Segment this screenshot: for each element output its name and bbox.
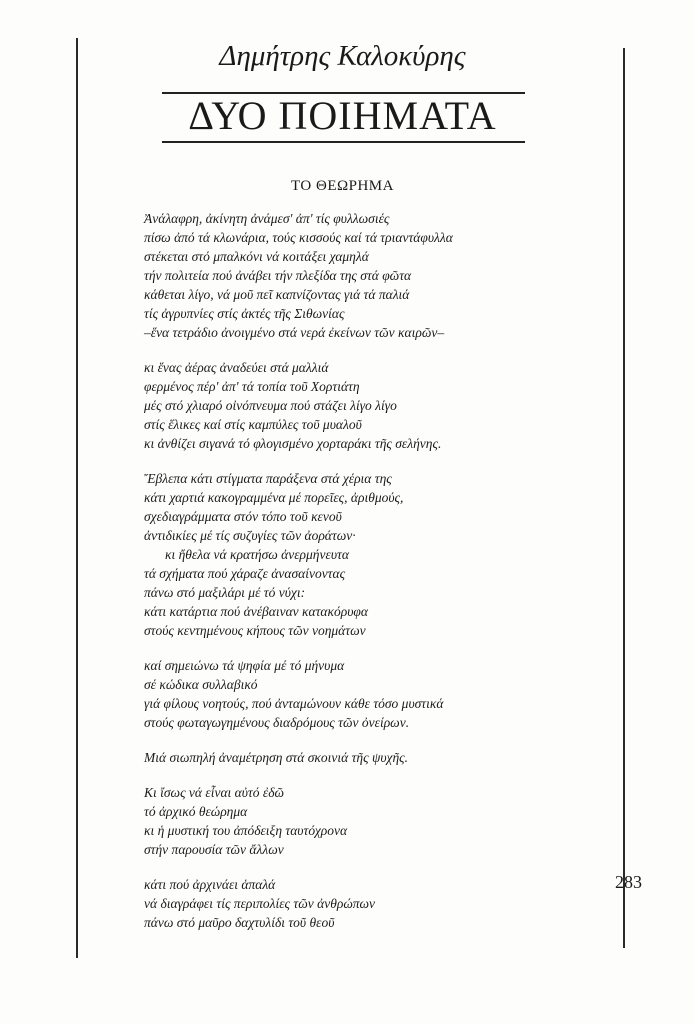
stanza <box>144 783 584 859</box>
poem-line: –ἕνα τετράδιο ἀνοιγμένο στά νερά ἐκείνων τῶν καιρῶν– <box>144 325 445 340</box>
poem-line: καί σημειώνω τά ψηφία μέ τό μήνυμα <box>144 658 345 673</box>
poem-line: πάνω στό μαῦρο δαχτυλίδι τοῦ θεοῦ <box>144 915 335 930</box>
poem-line: Κι ἴσως νά εἶναι αὐτό ἐδῶ <box>144 785 285 800</box>
stanza <box>144 358 584 453</box>
poem-body <box>144 209 584 948</box>
stanza <box>144 875 584 932</box>
left-margin-line <box>76 38 78 958</box>
right-margin-line <box>623 48 625 948</box>
poem-title: ΤΟ ΘΕΩΡΗΜΑ <box>291 178 394 194</box>
poem-line: Ἀνάλαφρη, ἀκίνητη ἀνάμεσ' ἀπ' τίς φυλλωσιές <box>144 211 390 226</box>
poem-line: στήν παρουσία τῶν ἄλλων <box>144 842 284 857</box>
poem-line: τήν πολιτεία πού ἀνάβει τήν πλεξίδα της στά φῶτα <box>144 268 412 283</box>
poem-line: στούς κεντημένους κήπους τῶν νοημάτων <box>144 623 366 638</box>
stanza <box>144 748 584 767</box>
poem-line: Ἔβλεπα κάτι στίγματα παράξενα στά χέρια της <box>144 471 392 486</box>
stanza <box>144 469 584 640</box>
poem-line: φερμένος πέρ' ἀπ' τά τοπία τοῦ Χορτιάτη <box>144 379 360 394</box>
page-title: ΔΥΟ ΠΟΙΗΜΑΤΑ <box>188 93 497 138</box>
poem-line: κι ἤθελα νά κρατήσω ἀνερμήνευτα <box>165 547 349 562</box>
poem-line: Μιά σιωπηλή ἀναμέτρηση στά σκοινιά τῆς ψυχῆς. <box>144 750 409 765</box>
poem-line: στούς φωταγωγημένους διαδρόμους τῶν ὀνείρων. <box>144 715 410 730</box>
poem-line: κάτι κατάρτια πού ἀνέβαιναν κατακόρυφα <box>144 604 368 619</box>
author-name: Δημήτρης Καλοκύρης <box>219 40 466 72</box>
poem-line: μές στό χλιαρό οἰνόπνευμα πού στάζει λίγο λίγο <box>144 398 397 413</box>
poem-line: σχεδιαγράμματα στόν τόπο τοῦ κενοῦ <box>144 509 342 524</box>
poem-line: γιά φίλους νοητούς, πού ἀνταμώνουν κάθε τόσο μυστικά <box>144 696 444 711</box>
poem-line: σέ κώδικα συλλαβικό <box>144 677 258 692</box>
stanza <box>144 656 584 732</box>
poem-line: τά σχήματα πού χάραζε ἀνασαίνοντας <box>144 566 346 581</box>
poem-line: κι ἡ μυστική του ἀπόδειξη ταυτόχρονα <box>144 823 348 838</box>
poem-line: τό ἀρχικό θεώρημα <box>144 804 248 819</box>
poem-line: κάθεται λίγο, νά μοῦ πεῖ καπνίζοντας γιά τά παλιά <box>144 287 410 302</box>
poem-line: ἀντιδικίες μέ τίς συζυγίες τῶν ἀοράτων· <box>144 528 356 543</box>
poem-line: κι ἀνθίζει σιγανά τό φλογισμένο χορταράκι τῆς σελήνης. <box>144 436 442 451</box>
poem-line: τίς ἀγρυπνίες στίς ἀκτές τῆς Σιθωνίας <box>144 306 345 321</box>
page-number: 283 <box>615 872 642 892</box>
poem-line: στίς ἕλικες καί στίς καμπύλες τοῦ μυαλοῦ <box>144 417 362 432</box>
poem-line: στέκεται στό μπαλκόνι νά κοιτάξει χαμηλά <box>144 249 369 264</box>
stanza <box>144 209 584 342</box>
poem-line: κάτι χαρτιά κακογραμμένα μέ πορεῖες, ἀριθμούς, <box>144 490 404 505</box>
poem-line: πάνω στό μαξιλάρι μέ τό νύχι: <box>144 585 306 600</box>
poem-line: κάτι πού ἀρχινάει ἁπαλά <box>144 877 276 892</box>
poem-line: πίσω ἀπό τά κλωνάρια, τούς κισσούς καί τά τριαντάφυλλα <box>144 230 453 245</box>
poem-line: νά διαγράφει τίς περιπολίες τῶν ἀνθρώπων <box>144 896 376 911</box>
title-rule-bottom <box>162 141 525 143</box>
poem-line: κι ἕνας ἀέρας ἀναδεύει στά μαλλιά <box>144 360 329 375</box>
